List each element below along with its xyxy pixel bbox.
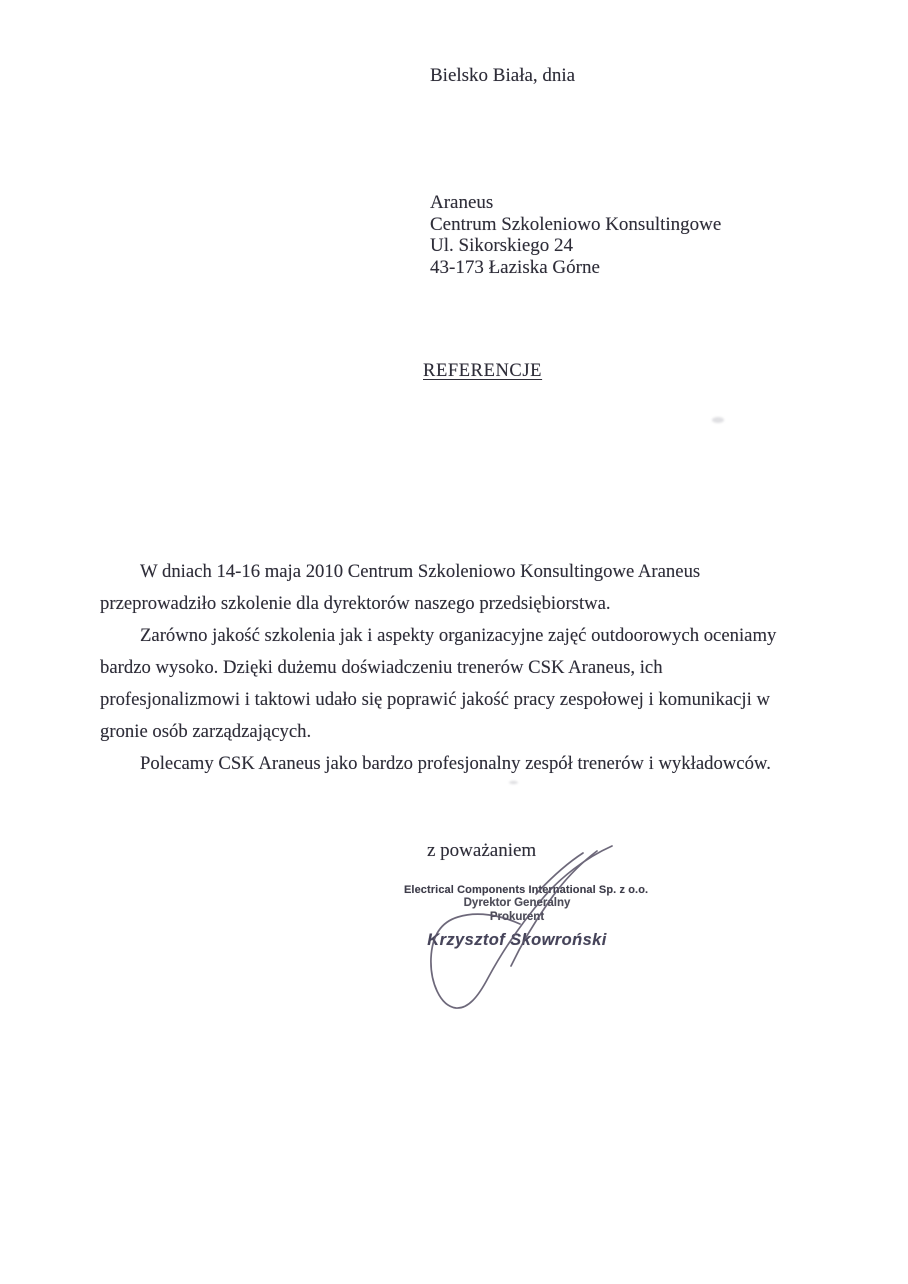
- stamp-role-subtitle: Prokurent: [489, 911, 545, 923]
- closing-salutation: z poważaniem: [427, 840, 537, 861]
- body-line: W dniach 14-16 maja 2010 Centrum Szkoleniowo Konsultingowe Araneus: [140, 561, 701, 582]
- body-line: bardzo wysoko. Dzięki dużemu doświadczeniu trenerów CSK Araneus, ich: [100, 657, 663, 678]
- body-line: Polecamy CSK Araneus jako bardzo profesjonalny zespół trenerów i wykładowców.: [140, 753, 771, 774]
- stamp-signer-name: Krzysztof Skowroński: [427, 931, 607, 949]
- stamp-role-title: Dyrektor Generalny: [463, 897, 571, 909]
- dateline: Bielsko Biała, dnia: [430, 65, 576, 86]
- recipient-address: [430, 192, 721, 278]
- scan-artifact-speck: [712, 417, 724, 423]
- address-line-street: Ul. Sikorskiego 24: [430, 235, 574, 256]
- address-line-company-full: Centrum Szkoleniowo Konsultingowe: [430, 213, 722, 235]
- letter-title: REFERENCJE: [423, 361, 543, 381]
- letter-body: [100, 556, 860, 780]
- address-line-city: 43-173 Łaziska Górne: [430, 256, 600, 278]
- body-line: gronie osób zarządzających.: [100, 721, 312, 742]
- body-line: Zarówno jakość szkolenia jak i aspekty organizacyjne zajęć outdoorowych oceniamy: [140, 625, 777, 646]
- scan-artifact-speck: [509, 781, 518, 784]
- stamp-company-name: Electrical Components International Sp. z o.o.: [404, 884, 649, 896]
- address-line-company-short: Araneus: [430, 192, 494, 213]
- company-stamp: [404, 884, 649, 950]
- body-line: przeprowadziło szkolenie dla dyrektorów naszego przedsiębiorstwa.: [100, 593, 611, 614]
- body-line: profesjonalizmowi i taktowi udało się poprawić jakość pracy zespołowej i komunikacji w: [100, 689, 770, 710]
